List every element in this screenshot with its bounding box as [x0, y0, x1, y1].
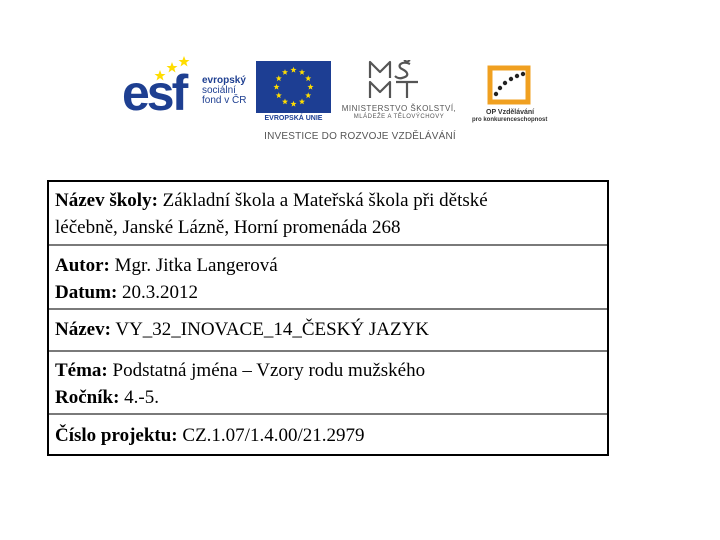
- date-value: 20.3.2012: [122, 282, 199, 303]
- eu-logo: [256, 61, 331, 127]
- eu-star-icon: [299, 69, 305, 75]
- project-line: [49, 422, 607, 449]
- msmt-line2: MLÁDEŽE A TĚLOVÝCHOVY: [353, 114, 445, 120]
- grade-value: 4.-5.: [124, 387, 159, 408]
- esf-caption: [202, 76, 246, 106]
- grade-label: Ročník:: [55, 387, 120, 408]
- topic-line: [49, 357, 607, 384]
- author-line: [49, 252, 607, 279]
- school-row: [49, 182, 607, 246]
- project-value: CZ.1.07/1.4.00/21.2979: [182, 425, 365, 446]
- eu-star-icon: [299, 99, 305, 105]
- logo-strip: [0, 0, 720, 160]
- project-row: [49, 415, 607, 454]
- date-label: Datum:: [55, 282, 118, 303]
- msmt-line1: MINISTERSTVO ŠKOLSTVÍ,: [341, 104, 457, 113]
- author-row: [49, 246, 607, 310]
- eu-star-icon: [305, 75, 311, 81]
- msmt-monogram-icon: [366, 60, 432, 100]
- author-value: Mgr. Jitka Langerová: [114, 255, 278, 276]
- eu-star-icon: [290, 67, 296, 73]
- esf-caption-line2: sociální: [202, 85, 236, 96]
- tagline: INVESTICE DO ROZVOJE VZDĚLÁVÁNÍ: [264, 131, 456, 142]
- author-label: Autor:: [55, 255, 110, 276]
- eu-star-icon: [307, 84, 313, 90]
- topic-label: Téma:: [55, 360, 108, 381]
- eu-star-icon: [305, 92, 311, 98]
- eu-star-icon: [282, 99, 288, 105]
- topic-value: Podstatná jména – Vzory rodu mužského: [112, 360, 426, 381]
- grade-line: [49, 384, 607, 411]
- eu-flag-icon: [256, 61, 331, 113]
- op-line1: OP Vzdělávání: [486, 109, 535, 116]
- msmt-logo: [336, 60, 462, 126]
- esf-caption-line3: fond v ČR: [202, 95, 247, 106]
- date-line: [49, 279, 607, 306]
- esf-logo: [122, 58, 248, 126]
- topic-row: [49, 352, 607, 415]
- eu-star-icon: [276, 75, 282, 81]
- eu-stars-icon: [256, 61, 331, 113]
- info-table: [47, 180, 609, 456]
- school-line2: [49, 214, 607, 241]
- eu-label: EVROPSKÁ UNIE: [264, 115, 323, 122]
- project-label: Číslo projektu:: [55, 425, 178, 446]
- title-line: [49, 316, 607, 343]
- eu-star-icon: [276, 92, 282, 98]
- op-line2: pro konkurenceschopnost: [472, 117, 548, 123]
- eu-star-icon: [282, 69, 288, 75]
- esf-letters: esf: [122, 65, 186, 121]
- school-line1: [49, 187, 607, 214]
- school-value-line1: Základní škola a Mateřská škola při dětské: [162, 190, 488, 211]
- op-mark-icon: [486, 64, 532, 106]
- op-logo: [470, 58, 570, 128]
- title-value: VY_32_INOVACE_14_ČESKÝ JAZYK: [115, 319, 430, 340]
- school-label: Název školy:: [55, 190, 158, 211]
- school-value-line2: léčebně, Janské Lázně, Horní promenáda 268: [55, 217, 401, 238]
- title-label: Název:: [55, 319, 111, 340]
- eu-star-icon: [273, 84, 279, 90]
- title-row: [49, 310, 607, 352]
- esf-caption-line1: evropský: [202, 75, 246, 86]
- eu-star-icon: [290, 101, 296, 107]
